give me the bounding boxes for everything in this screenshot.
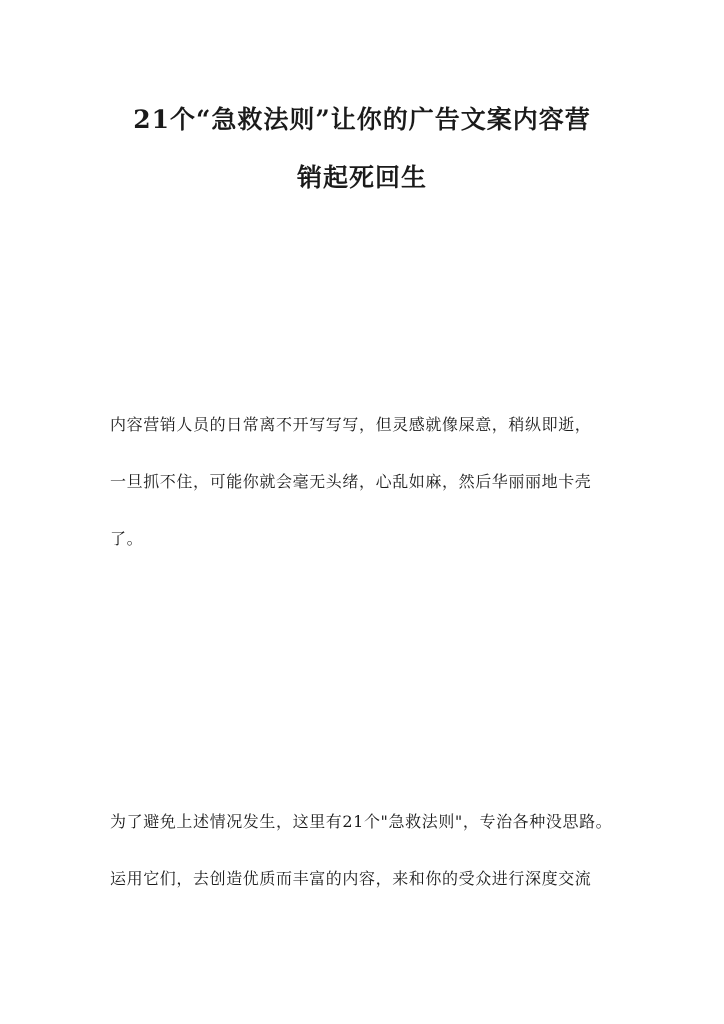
paragraph-1-line-2: 一旦抓不住，可能你就会毫无头绪，心乱如麻，然后华丽丽地卡壳 <box>110 472 592 491</box>
paragraph-1-line-1: 内容营销人员的日常离不开写写写，但灵感就像屎意，稍纵即逝， <box>110 415 592 434</box>
page-title-line-2: 销起死回生 <box>296 163 427 192</box>
page-title-line-1: 21个“急救法则”让你的广告文案内容营 <box>133 105 591 134</box>
paragraph-2-line-1: 为了避免上述情况发生，这里有21个"急救法则"，专治各种没思路。 <box>110 812 613 831</box>
paragraph-1-line-3: 了。 <box>110 529 144 548</box>
paragraph-2-line-2: 运用它们，去创造优质而丰富的内容，来和你的受众进行深度交流 <box>110 869 592 888</box>
